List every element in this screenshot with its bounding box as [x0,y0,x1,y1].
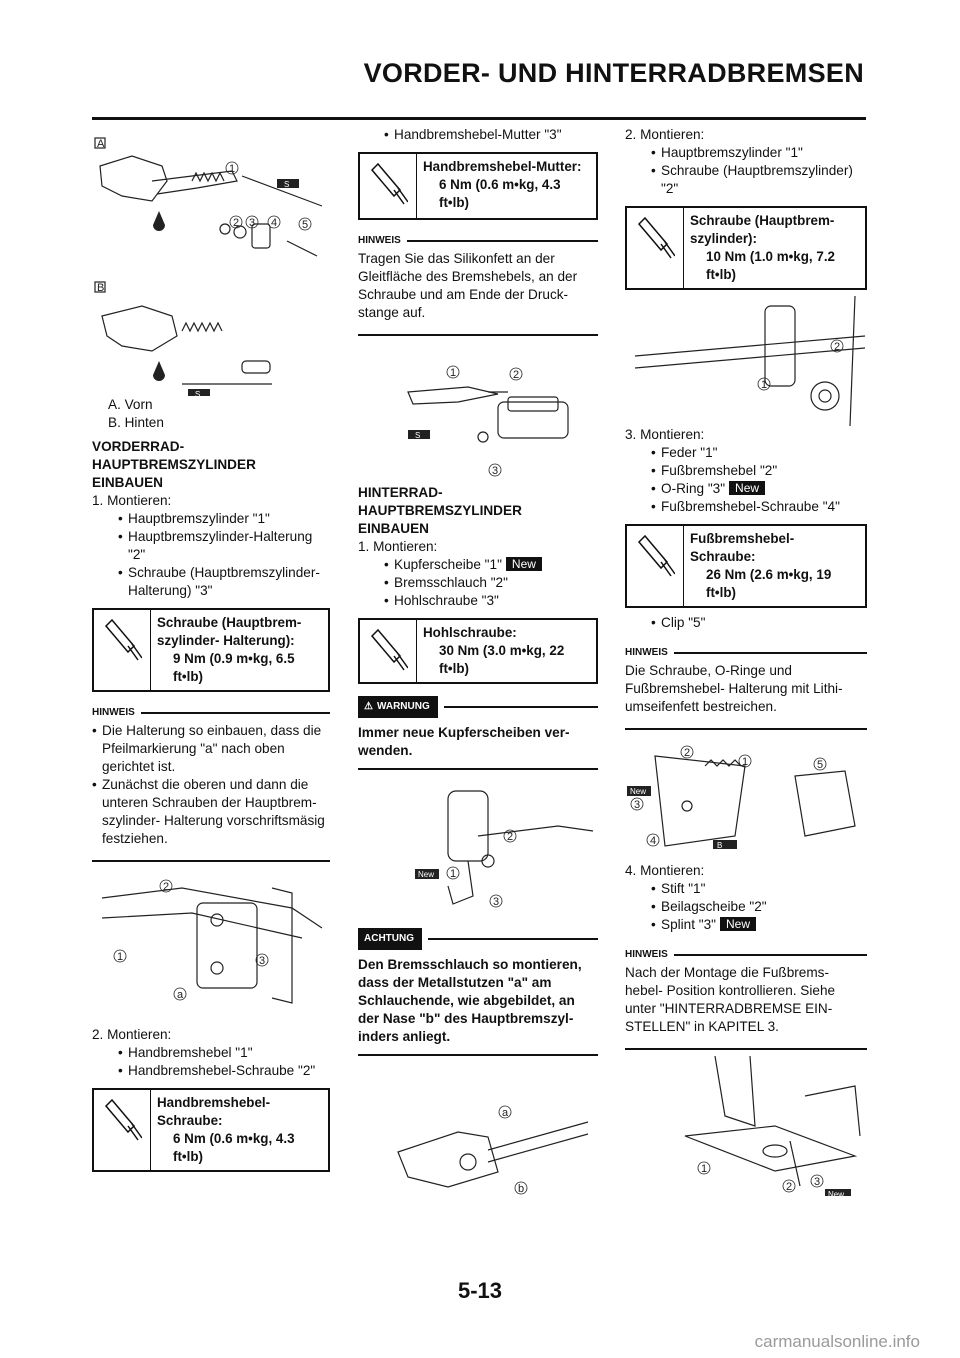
watermark: carmanualsonline.info [754,1332,920,1351]
figure-hose-fitting [358,1062,598,1222]
callout-3: 3 [493,896,500,908]
section-heading-rear [358,484,598,538]
front-rear-cylinder-illustration [92,126,330,396]
list-item: • Handbremshebel "1" [92,1044,330,1062]
spec-value: ft•lb) [173,669,203,684]
caution-label: ACHTUNG [364,933,414,944]
callout-1: 1 [701,1163,708,1175]
callout-2: 2 [233,217,240,229]
torque-spec-box [358,618,598,684]
callout-4: 4 [271,217,278,229]
list-item [625,916,867,934]
warning-triangle-icon: ⚠ [364,701,373,712]
callout-2: 2 [684,747,691,759]
note-header [625,644,867,662]
callout-2: 2 [513,369,520,381]
caption-a: A. Vorn [108,397,153,412]
column-1 [92,126,330,1178]
new-badge: New [729,481,765,495]
list-item: • Beilagscheibe "2" [625,898,867,916]
list-item: • Handbremshebel-Mutter "3" [358,126,598,144]
figure-bracket [92,868,330,1018]
torque-wrench-icon [102,616,142,666]
bf-mark-rear: BF [154,382,162,388]
spec-name: Hohlschraube: [423,625,517,640]
callout-2: 2 [163,881,170,893]
step-1: 1. Montieren: [358,539,438,554]
torque-spec-box [358,152,598,220]
callout-3: 3 [814,1176,821,1188]
note-label: HINWEIS [358,235,401,246]
list-item [625,480,867,498]
note-body: Tragen Sie das Silikonfett an der Gleitfläche des Bremshebels, an der Schraube und am Ende der Druck- stange auf. [358,251,578,320]
column-2 [358,126,598,1222]
caption-b: B. Hinten [108,415,164,430]
s-mark-rear: S [195,390,201,396]
new-badge: New [506,557,542,571]
callout-2: 2 [786,1181,793,1193]
spec-value: 6 Nm (0.6 m•kg, 4.3 [439,177,561,192]
spec-name: Schraube (Hauptbrem- [157,615,302,630]
list-item: • Clip "5" [625,614,867,632]
spec-value: ft•lb) [706,267,736,282]
torque-spec-box [92,1088,330,1172]
spec-name: Schraube: [157,1113,223,1128]
torque-spec-box [92,608,330,692]
torque-spec-box [625,206,867,290]
brake-hose-illustration [358,776,598,916]
callout-1: 1 [229,163,236,175]
note-body: Die Schraube, O-Ringe und Fußbremshebel- Halterung mit Lithi- umseifenfett bestreichen. [625,663,843,714]
step-3: 3. Montieren: [625,427,705,442]
spec-value: 26 Nm (2.6 m•kg, 19 [706,567,832,582]
list-item: • Hauptbremszylinder-Halterung "2" [92,528,330,564]
spec-name: Handbremshebel-Mutter: [423,159,582,174]
heading-line: VORDERRAD- [92,439,185,454]
item-text: O-Ring "3" [661,481,726,496]
item-text: Splint "3" [661,917,716,932]
spec-value: 6 Nm (0.6 m•kg, 4.3 [173,1131,295,1146]
callout-1: 1 [742,756,749,768]
heading-line: EINBAUEN [92,475,163,490]
callout-1: 1 [450,367,457,379]
torque-wrench-icon [102,1096,142,1146]
callout-3: 3 [492,465,499,477]
list-item: • Bremsschlauch "2" [358,574,598,592]
brake-lever-illustration [358,342,598,482]
callout-4: 4 [650,835,657,847]
note-label: HINWEIS [625,647,668,658]
note-body: Nach der Montage die Fußbrems- hebel- Position kontrollieren. Siehe unter "HINTERRADBREMSE EIN- STELLEN" in KAPITEL 3. [625,965,836,1034]
list-item [358,556,598,574]
page-title: VORDER- UND HINTERRADBREMSEN [363,58,864,88]
callout-5: 5 [302,219,309,231]
spec-name: szylinder- Halterung): [157,633,295,648]
list-item: • Handbremshebel-Schraube "2" [92,1062,330,1080]
heading-line: EINBAUEN [358,521,429,536]
spec-value: 30 Nm (3.0 m•kg, 22 [439,643,565,658]
callout-1: 1 [117,951,124,963]
spec-name: szylinder): [690,231,757,246]
spec-value: ft•lb) [173,1149,203,1164]
note-label: HINWEIS [625,949,668,960]
spec-value: 9 Nm (0.9 m•kg, 6.5 [173,651,295,666]
figure-a-label: A [97,138,105,150]
figure-cotter-pin [625,1056,867,1196]
callout-b: b [518,1183,525,1195]
callout-3: 3 [634,799,641,811]
warning-label: WARNUNG [376,701,430,712]
callout-2: 2 [507,831,514,843]
page-number: 5-13 [457,1278,503,1303]
note-item: • Die Halterung so einbauen, dass die Pfeilmarkierung "a" nach oben gerichtet ist. [92,722,330,776]
column-3 [625,126,867,1196]
step-2: 2. Montieren: [625,127,705,142]
list-item: • Hohlschraube "3" [358,592,598,610]
note-header [92,704,330,722]
callout-a: a [177,989,184,1001]
caution-header [358,928,598,950]
callout-a: a [502,1107,509,1119]
caution-text: Den Bremsschlauch so montieren, dass der Metallstutzen "a" am Schlauchende, wie abgebildet, an der Nase "b" des Hauptbremszyl- inders anliegt. [358,957,582,1044]
list-item: • Stift "1" [625,880,867,898]
list-item: • Fußbremshebel-Schraube "4" [625,498,867,516]
new-mark: New [630,787,647,796]
new-mark: New [828,1190,845,1196]
spec-name: Schraube (Hauptbrem- [690,213,835,228]
spec-value: ft•lb) [439,661,469,676]
note-header [358,232,598,250]
spec-value: ft•lb) [706,585,736,600]
spec-value: 10 Nm (1.0 m•kg, 7.2 [706,249,835,264]
s-mark: S [415,431,421,440]
step-1: 1. Montieren: [92,493,172,508]
new-mark: New [418,870,435,879]
torque-wrench-icon [635,532,675,582]
torque-spec-box [625,524,867,608]
figure-brake-lever [358,342,598,482]
list-item: • Feder "1" [625,444,867,462]
heading-line: HAUPTBREMSZYLINDER [358,503,522,518]
note-label: HINWEIS [92,707,135,718]
figure-rear-master-cylinder [625,296,867,426]
section-heading-front [92,438,330,492]
spec-name: Fußbremshebel- [690,531,795,546]
list-item: • Schraube (Hauptbremszylinder- Halterung) "3" [92,564,330,600]
step-2: 2. Montieren: [92,1027,172,1042]
spec-value: ft•lb) [439,195,469,210]
header-rule [92,117,866,120]
callout-3: 3 [249,217,256,229]
list-item: • Schraube (Hauptbremszylinder) "2" [625,162,867,198]
callout-1: 1 [761,379,768,391]
figure-brake-pedal [625,736,867,856]
torque-wrench-icon [368,626,408,672]
warning-header [358,696,598,718]
note-header [625,946,867,964]
spec-name: Handbremshebel- [157,1095,271,1110]
item-text: Kupferscheibe "1" [394,557,502,572]
bf-mark-front: BF [154,232,162,238]
figure-b-label: B [97,282,105,294]
step-4: 4. Montieren: [625,863,705,878]
heading-line: HINTERRAD- [358,485,443,500]
torque-wrench-icon [635,214,675,264]
note-body [92,722,330,852]
bracket-illustration [92,868,330,1018]
new-badge: New [720,917,756,931]
figure-brake-hose [358,776,598,916]
brake-pedal-illustration [625,736,867,856]
heading-line: HAUPTBREMSZYLINDER [92,457,256,472]
figure-front-master-cylinder [92,126,330,396]
list-item: • Hauptbremszylinder "1" [625,144,867,162]
note-item: • Zunächst die oberen und dann die unteren Schrauben der Hauptbrem- szylinder- Halterung vorschriftsmäsig festziehen. [92,776,330,848]
callout-2: 2 [834,341,841,353]
warning-text: Immer neue Kupferscheiben ver- wenden. [358,725,570,758]
callout-5: 5 [817,759,824,771]
rear-cylinder-illustration [625,296,867,426]
callout-3: 3 [259,955,266,967]
callout-1: 1 [450,868,457,880]
spec-name: Schraube: [690,549,756,564]
list-item: • Hauptbremszylinder "1" [92,510,330,528]
cotter-pin-illustration [625,1056,867,1196]
s-mark-front: S [284,180,290,189]
torque-wrench-icon [368,160,408,210]
hose-fitting-illustration [358,1062,598,1222]
list-item: • Fußbremshebel "2" [625,462,867,480]
lithium-grease-mark: B [717,841,723,850]
